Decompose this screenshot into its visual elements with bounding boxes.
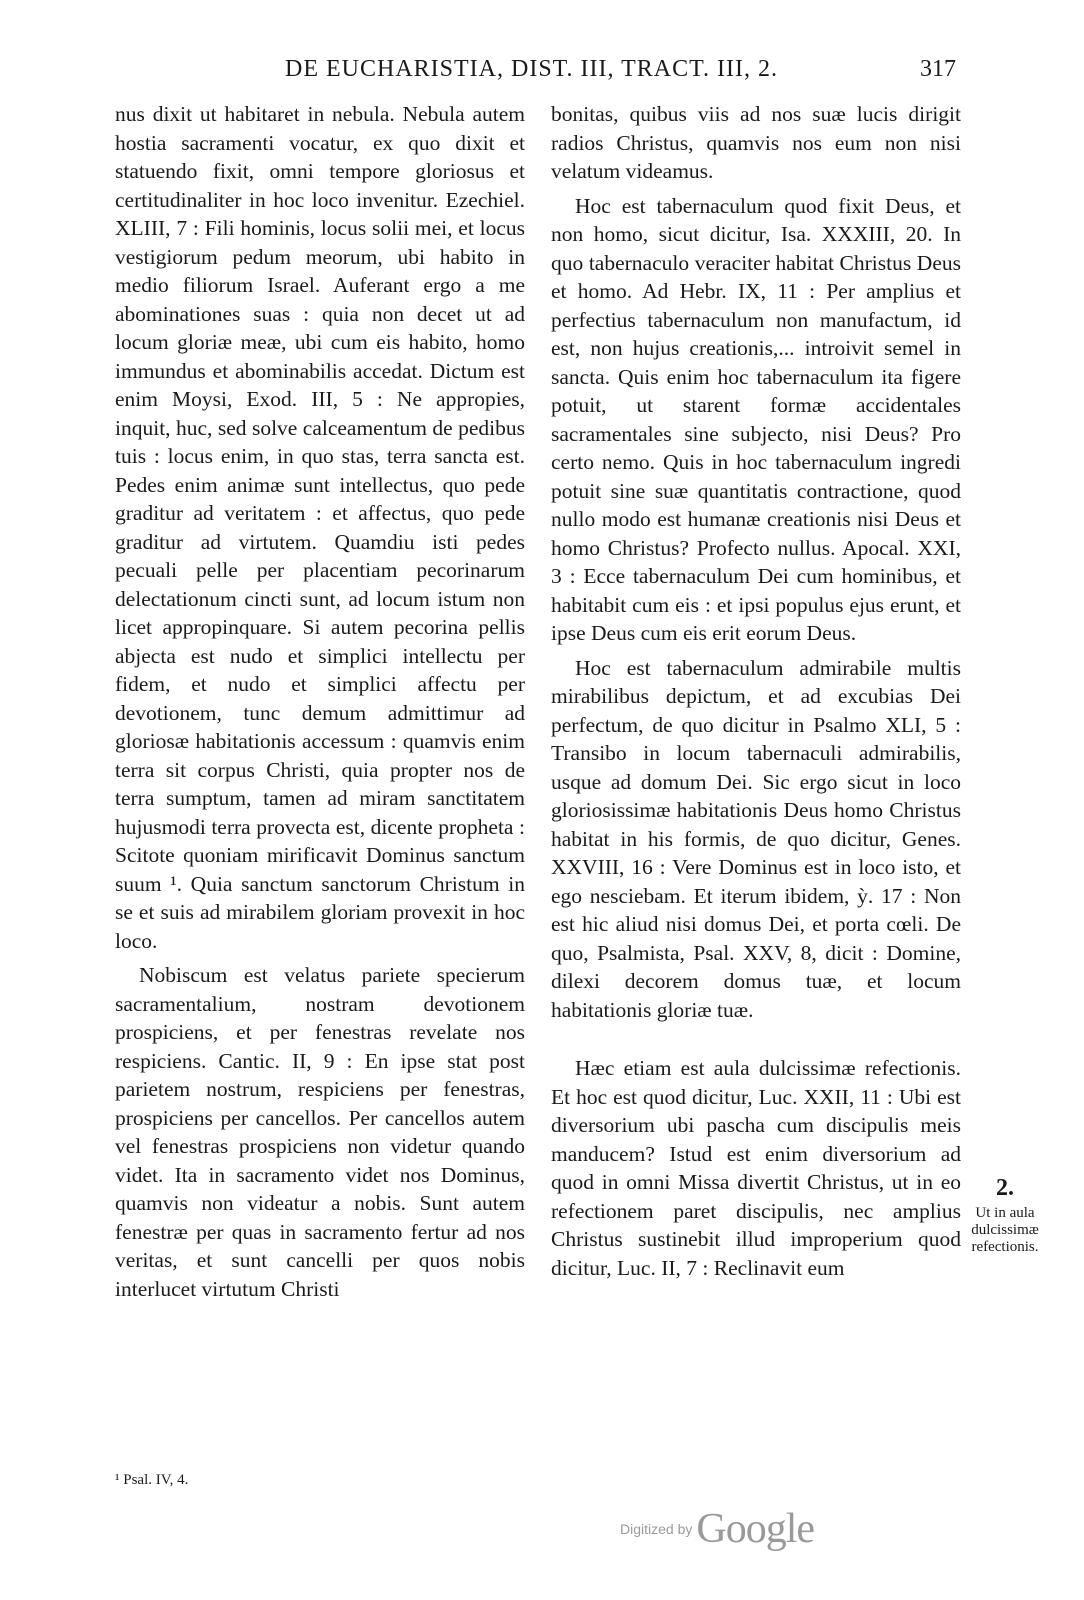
running-title: DE EUCHARISTIA, DIST. III, TRACT. III, 2. (285, 56, 778, 82)
footnote: ¹ Psal. IV, 4. (115, 1472, 189, 1488)
margin-note-text: Ut in aula dulcissimæ refectionis. (971, 1205, 1039, 1255)
right-paragraph-1: bonitas, quibus viis ad nos suæ lucis dirigit radios Christus, quamvis nos eum non nisi velatum videamus. (551, 102, 961, 183)
google-logo: Google (696, 1506, 815, 1552)
page-number: 317 (920, 56, 956, 82)
digitization-watermark (620, 1505, 814, 1553)
watermark-prefix: Digitized by (620, 1521, 693, 1537)
margin-note (955, 1175, 1055, 1256)
right-paragraph-4: Hæc etiam est aula dulcissimæ refectionis. Et hoc est quod dicitur, Luc. XXII, 11 : Ubi est diversorium ubi pascha cum discipulis meis manducem? Istud est enim diversorium ad quod in omni Missa divertit Christus, ut in eo refectionem paret discipulis, nec amplius Christus sustinebit illud improperium quod dicitur, Luc. II, 7 : Reclinavit eum (551, 1056, 961, 1280)
right-column (551, 100, 961, 1288)
left-paragraph-1: nus dixit ut habitaret in nebula. Nebula autem hostia sacramenti vocatur, ex quo dixit et statuendo fixit, omni tempore gloriosus et certitudinaliter in hoc loco invenitur. Ezechiel. XLIII, 7 : Fili hominis, locus solii mei, et locus vestigiorum pedum meorum, ubi habito in medio filiorum Israel. Auferant ergo a me abominationes suas : quia non decet ut ad locum gloriæ meæ, ubi cum eis habito, homo immundus et abominabilis accedat. Dictum est enim Moysi, Exod. III, 5 : Ne appropies, inquit, huc, sed solve calceamentum de pedibus tuis : locus enim, in quo stas, terra sancta est. Pedes enim animæ sunt intellectus, quo pede graditur ad veritatem : et affectus, quo pede graditur ad virtutem. Quamdiu isti pedes pecuali pelle per placentiam pecorinarum delectationum cincti sunt, ad locum istum non licet appropinquare. Si autem pecorina pellis abjecta est nudo et simplici intellectu per fidem, et nudo et simplici affectu per devotionem, tunc demum admittimur ad gloriosæ habitationis accessum : quamvis enim terra sit corpus Christi, quia propter nos de terra sumptum, tamen ad miram sanctitatem hujusmodi terra provecta est, dicente propheta : Scitote quoniam mirificavit Dominus sanctum suum ¹. Quia sanctum sanctorum Christum in se et suis ad mirabilem gloriam provexit in hoc loco. (115, 102, 525, 953)
page-header (110, 56, 956, 96)
left-paragraph-2: Nobiscum est velatus pariete specierum sacramentalium, nostram devotionem prospiciens, et per fenestras revelate nos respiciens. Cantic. II, 9 : En ipse stat post parietem nostrum, respiciens per fenestras, prospiciens per cancellos. Per cancellos autem vel fenestras prospiciens non videtur quando videt. Ita in sacramento videt nos Dominus, quamvis non videatur a nobis. Sunt autem fenestræ per quas in sacramento fertur ad nos veritas, et sunt cancelli per quos nobis interlucet virtutum Christi (115, 963, 525, 1301)
right-paragraph-3: Hoc est tabernaculum admirabile multis mirabilibus depictum, et ad excubias Dei perfectum, de quo dicitur in Psalmo XLI, 5 : Transibo in locum tabernaculi admirabilis, usque ad domum Dei. Sic ergo sicut in loco gloriosissimæ habitationis Deus homo Christus habitat in his formis, de quo dicitur, Genes. XXVIII, 16 : Vere Dominus est in loco isto, et ego nesciebam. Et iterum ibidem, ỳ. 17 : Non est hic aliud nisi domus Dei, et porta cœli. De quo, Psalmista, Psal. XXV, 8, dicit : Domine, dilexi decorem domus tuæ, et locum habitationis gloriæ tuæ. (551, 655, 961, 1022)
right-paragraph-2: Hoc est tabernaculum quod fixit Deus, et non homo, sicut dicitur, Isa. XXXIII, 20. In quo tabernaculo veraciter habitat Christus Deus et homo. Ad Hebr. IX, 11 : Per amplius et perfectius tabernaculum non manufactum, id est, non hujus creationis,... introivit semel in sancta. Quis enim hoc tabernaculum ita figere potuit, ut starent formæ accidentales sacramentales sine subjecto, nisi Deus? Pro certo nemo. Quis in hoc tabernaculum ingredi potuit sine suæ quantitatis contractione, quod nullo modo est humanæ creationis nisi Deus et homo Christus? Profecto nullus. Apocal. XXI, 3 : Ecce tabernaculum Dei cum hominibus, et habitabit cum eis : et ipsi populus ejus erunt, et ipse Deus cum eis erit eorum Deus. (551, 193, 961, 645)
margin-note-number: 2. (996, 1175, 1014, 1201)
left-column (115, 100, 525, 1309)
